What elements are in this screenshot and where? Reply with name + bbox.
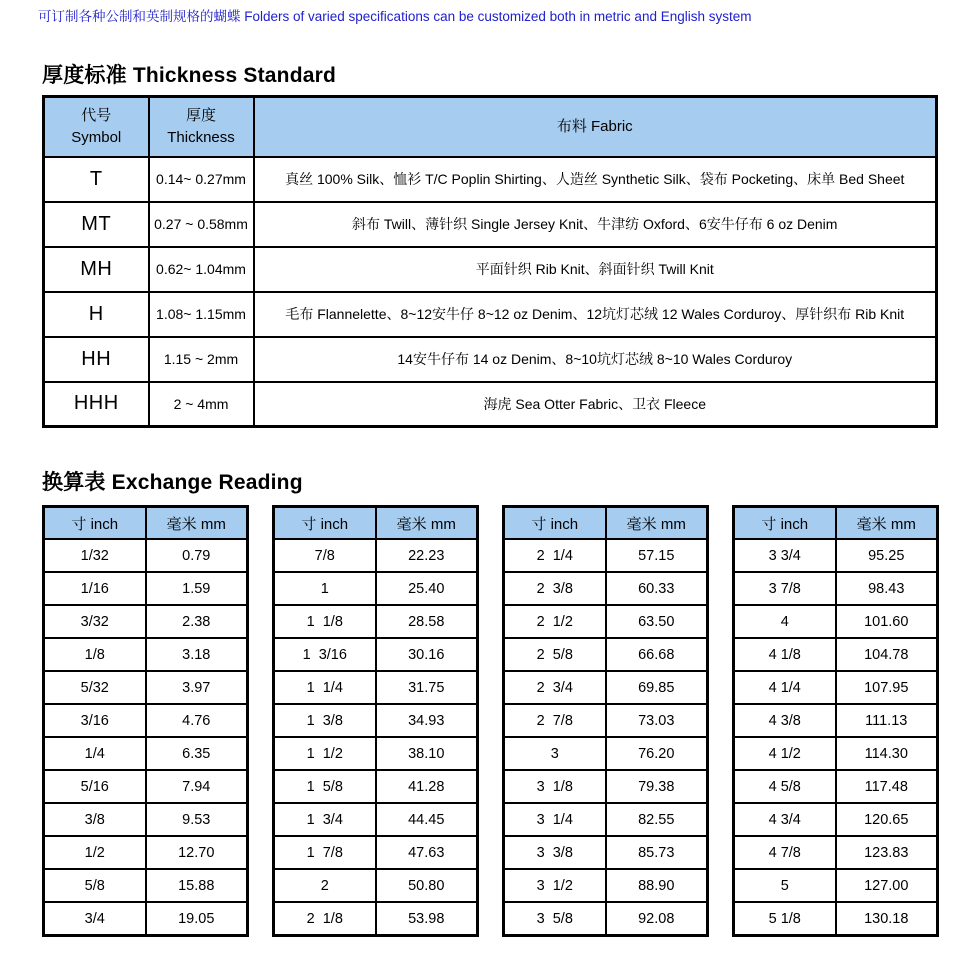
mm-cell: 34.93 [376,704,478,737]
mm-column-header: 毫米 mm [146,507,248,540]
mm-column-header: 毫米 mm [606,507,708,540]
symbol-cell: T [44,157,149,202]
inch-cell: 4 1/2 [734,737,836,770]
table-row [734,638,938,671]
mm-cell: 79.38 [606,770,708,803]
symbol-cell: H [44,292,149,337]
mm-cell: 69.85 [606,671,708,704]
inch-cell: 4 [734,605,836,638]
table-row [44,247,937,292]
mm-cell: 44.45 [376,803,478,836]
symbol-header-zh: 代号 [81,106,112,124]
thickness-header-en: Thickness [167,128,235,146]
table-row [274,836,478,869]
table-row [44,572,248,605]
inch-cell: 3/4 [44,902,146,936]
table-row [274,539,478,572]
mm-cell: 28.58 [376,605,478,638]
inch-cell: 1 3/8 [274,704,376,737]
thickness-header-zh: 厚度 [185,106,216,124]
mm-cell: 104.78 [836,638,938,671]
table-row [504,902,708,936]
inch-cell: 1 1/8 [274,605,376,638]
inch-cell: 3/32 [44,605,146,638]
inch-cell: 3 1/8 [504,770,606,803]
header-row [44,97,937,157]
inch-cell: 3/8 [44,803,146,836]
exchange-table-body [274,539,478,936]
inch-cell: 2 [274,869,376,902]
header-row [274,507,478,540]
mm-cell: 4.76 [146,704,248,737]
table-row [734,869,938,902]
inch-cell: 5/8 [44,869,146,902]
table-row [44,337,937,382]
table-row [44,737,248,770]
exchange-table-header [44,507,248,540]
mm-cell: 117.48 [836,770,938,803]
table-row [44,869,248,902]
mm-cell: 38.10 [376,737,478,770]
thickness-cell: 1.08~ 1.15mm [149,292,254,337]
mm-cell: 95.25 [836,539,938,572]
inch-cell: 4 3/8 [734,704,836,737]
exchange-table-header [504,507,708,540]
mm-column-header: 毫米 mm [376,507,478,540]
table-row [734,572,938,605]
mm-cell: 66.68 [606,638,708,671]
fabric-cell: 平面针织 Rib Knit、斜面针织 Twill Knit [254,247,937,292]
thickness-table [42,95,938,428]
inch-cell: 1 1/2 [274,737,376,770]
table-row [274,704,478,737]
thickness-cell: 1.15 ~ 2mm [149,337,254,382]
table-row [44,803,248,836]
inch-cell: 1 7/8 [274,836,376,869]
mm-cell: 2.38 [146,605,248,638]
table-row [734,704,938,737]
table-row [504,737,708,770]
inch-cell: 1 3/4 [274,803,376,836]
table-row [44,539,248,572]
exchange-section-title: 换算表 Exchange Reading [42,471,303,494]
mm-cell: 7.94 [146,770,248,803]
table-row [44,382,937,427]
inch-cell: 2 3/8 [504,572,606,605]
exchange-table-1 [42,505,249,937]
symbol-cell: HHH [44,382,149,427]
thickness-section-title: 厚度标准 Thickness Standard [42,64,336,87]
mm-cell: 15.88 [146,869,248,902]
mm-cell: 9.53 [146,803,248,836]
table-row [44,605,248,638]
exchange-table-body [504,539,708,936]
table-row [44,704,248,737]
table-row [734,605,938,638]
inch-cell: 5 [734,869,836,902]
mm-column-header: 毫米 mm [836,507,938,540]
thickness-cell: 0.27 ~ 0.58mm [149,202,254,247]
table-row [44,638,248,671]
inch-cell: 1 3/16 [274,638,376,671]
mm-cell: 57.15 [606,539,708,572]
inch-column-header: 寸 inch [44,507,146,540]
mm-cell: 25.40 [376,572,478,605]
inch-cell: 1 1/4 [274,671,376,704]
mm-cell: 73.03 [606,704,708,737]
table-row [504,836,708,869]
table-row [44,836,248,869]
thickness-cell: 2 ~ 4mm [149,382,254,427]
inch-cell: 2 5/8 [504,638,606,671]
exchange-table-body [734,539,938,936]
fabric-cell: 真丝 100% Silk、恤衫 T/C Poplin Shirting、人造丝 Synthetic Silk、袋布 Pocketing、床单 Bed Sheet [254,157,937,202]
inch-cell: 2 3/4 [504,671,606,704]
inch-column-header: 寸 inch [504,507,606,540]
table-row [734,671,938,704]
table-row [504,671,708,704]
thickness-column-header [149,97,254,157]
inch-cell: 4 7/8 [734,836,836,869]
fabric-cell: 斜布 Twill、薄针织 Single Jersey Knit、牛津纺 Oxford、6安牛仔布 6 oz Denim [254,202,937,247]
inch-cell: 1/4 [44,737,146,770]
mm-cell: 22.23 [376,539,478,572]
inch-column-header: 寸 inch [734,507,836,540]
table-row [44,671,248,704]
inch-cell: 2 1/4 [504,539,606,572]
exchange-table-header [734,507,938,540]
mm-cell: 0.79 [146,539,248,572]
symbol-cell: MT [44,202,149,247]
inch-cell: 3 3/4 [734,539,836,572]
mm-cell: 41.28 [376,770,478,803]
table-row [274,671,478,704]
table-row [274,803,478,836]
inch-cell: 2 1/2 [504,605,606,638]
table-row [504,539,708,572]
inch-cell: 3 1/2 [504,869,606,902]
fabric-column-header: 布料 Fabric [254,97,937,157]
inch-cell: 1 [274,572,376,605]
thickness-cell: 0.14~ 0.27mm [149,157,254,202]
table-row [44,770,248,803]
mm-cell: 111.13 [836,704,938,737]
table-row [274,572,478,605]
exchange-table-header [274,507,478,540]
table-row [274,638,478,671]
mm-cell: 3.97 [146,671,248,704]
table-row [734,539,938,572]
table-row [44,902,248,936]
inch-cell: 5 1/8 [734,902,836,936]
table-row [274,737,478,770]
exchange-table-4 [732,505,939,937]
inch-cell: 1/8 [44,638,146,671]
inch-cell: 7/8 [274,539,376,572]
mm-cell: 1.59 [146,572,248,605]
mm-cell: 12.70 [146,836,248,869]
inch-cell: 3/16 [44,704,146,737]
table-row [274,605,478,638]
exchange-tables [42,505,980,937]
symbol-cell: MH [44,247,149,292]
table-row [734,836,938,869]
thickness-table-body [44,157,937,427]
symbol-column-header [44,97,149,157]
inch-cell: 5/32 [44,671,146,704]
inch-cell: 5/16 [44,770,146,803]
inch-cell: 3 [504,737,606,770]
symbol-cell: HH [44,337,149,382]
table-row [734,902,938,936]
header-row [504,507,708,540]
table-row [504,572,708,605]
top-note: 可订制各种公制和英制规格的蝴蝶 Folders of varied specifications can be customized both in metric and English system [38,9,752,24]
exchange-table-2 [272,505,479,937]
table-row [504,803,708,836]
mm-cell: 53.98 [376,902,478,936]
table-row [734,737,938,770]
inch-cell: 2 1/8 [274,902,376,936]
fabric-cell: 14安牛仔布 14 oz Denim、8~10坑灯芯绒 8~10 Wales Corduroy [254,337,937,382]
mm-cell: 30.16 [376,638,478,671]
mm-cell: 50.80 [376,869,478,902]
inch-cell: 1/16 [44,572,146,605]
inch-cell: 4 3/4 [734,803,836,836]
mm-cell: 98.43 [836,572,938,605]
inch-cell: 1 5/8 [274,770,376,803]
header-row [44,507,248,540]
mm-cell: 127.00 [836,869,938,902]
exchange-table-3 [502,505,709,937]
table-row [504,605,708,638]
mm-cell: 107.95 [836,671,938,704]
mm-cell: 101.60 [836,605,938,638]
fabric-cell: 毛布 Flannelette、8~12安牛仔 8~12 oz Denim、12坑灯芯绒 12 Wales Corduroy、厚针织布 Rib Knit [254,292,937,337]
table-row [274,770,478,803]
table-row [734,803,938,836]
symbol-header-en: Symbol [71,128,122,146]
table-row [274,869,478,902]
inch-cell: 4 1/8 [734,638,836,671]
inch-cell: 3 1/4 [504,803,606,836]
inch-cell: 2 7/8 [504,704,606,737]
mm-cell: 76.20 [606,737,708,770]
table-row [44,157,937,202]
fabric-cell: 海虎 Sea Otter Fabric、卫衣 Fleece [254,382,937,427]
mm-cell: 6.35 [146,737,248,770]
mm-cell: 47.63 [376,836,478,869]
inch-cell: 3 5/8 [504,902,606,936]
mm-cell: 60.33 [606,572,708,605]
table-row [504,638,708,671]
inch-column-header: 寸 inch [274,507,376,540]
mm-cell: 3.18 [146,638,248,671]
table-row [44,292,937,337]
exchange-table-body [44,539,248,936]
inch-cell: 3 3/8 [504,836,606,869]
table-row [274,902,478,936]
table-row [504,770,708,803]
table-row [44,202,937,247]
mm-cell: 82.55 [606,803,708,836]
inch-cell: 3 7/8 [734,572,836,605]
mm-cell: 88.90 [606,869,708,902]
mm-cell: 130.18 [836,902,938,936]
inch-cell: 1/32 [44,539,146,572]
table-row [734,770,938,803]
mm-cell: 114.30 [836,737,938,770]
mm-cell: 63.50 [606,605,708,638]
inch-cell: 1/2 [44,836,146,869]
mm-cell: 85.73 [606,836,708,869]
mm-cell: 31.75 [376,671,478,704]
mm-cell: 19.05 [146,902,248,936]
thickness-table-header [44,97,937,157]
mm-cell: 120.65 [836,803,938,836]
inch-cell: 4 1/4 [734,671,836,704]
mm-cell: 92.08 [606,902,708,936]
inch-cell: 4 5/8 [734,770,836,803]
table-row [504,704,708,737]
mm-cell: 123.83 [836,836,938,869]
thickness-cell: 0.62~ 1.04mm [149,247,254,292]
table-row [504,869,708,902]
header-row [734,507,938,540]
